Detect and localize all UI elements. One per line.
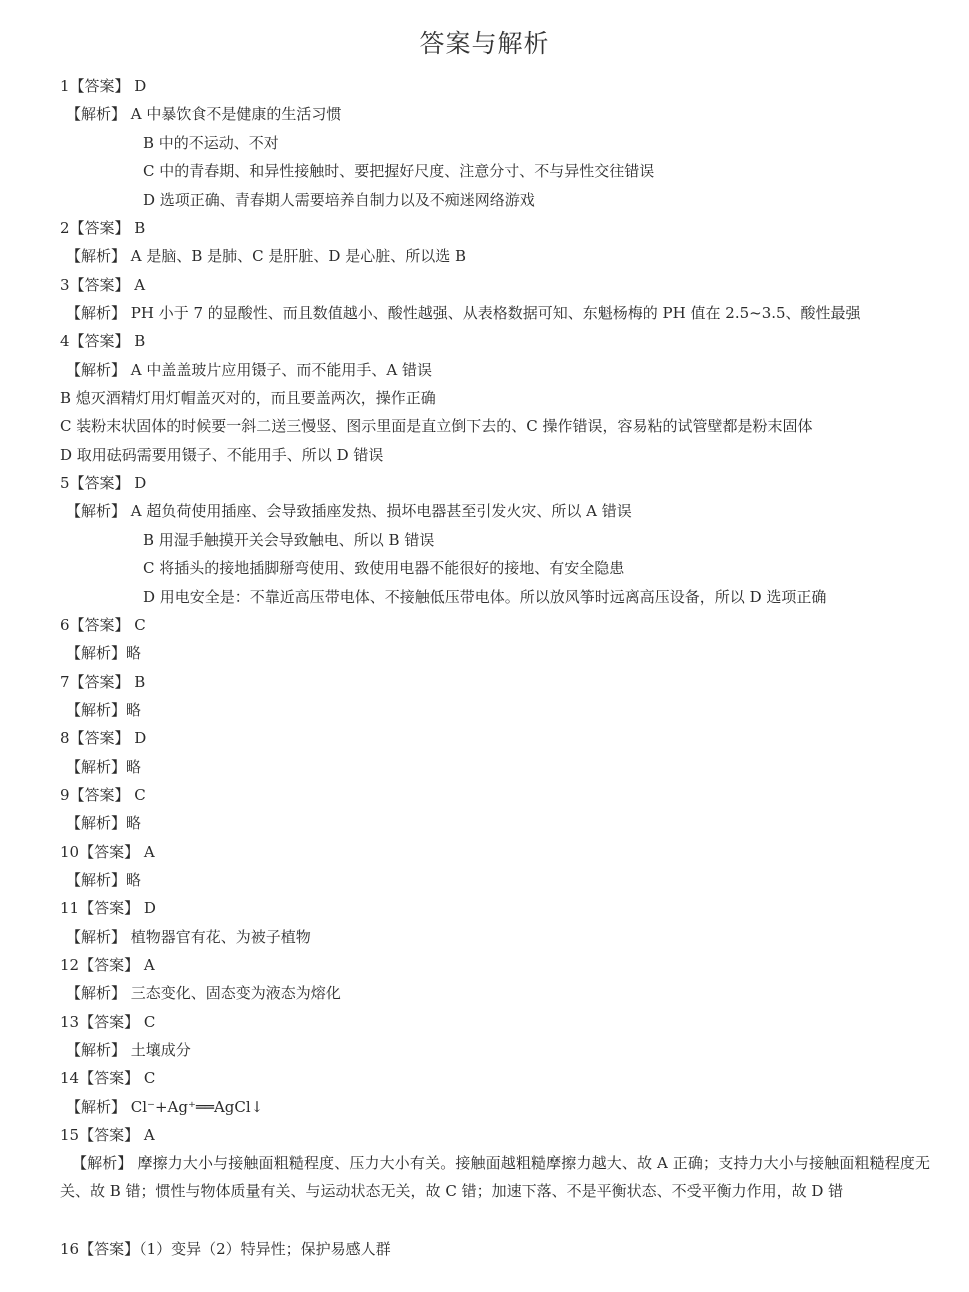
q15-answer: 15【答案】 A [60,1126,155,1144]
q15-analysis: 【解析】 摩擦力大小与接触面粗糙程度、压力大小有关。接触面越粗糙摩擦力越大、故 A 正确；支持力大小与接触面粗糙程度无关、故 B 错；惯性与物体质量有关、与运动状态无关，故 C 错；加速下落、不是平衡状态、不受平衡力作用，故 D 错 [60,1154,930,1201]
q2-analysis: 【解析】 A 是脑、B 是肺、C 是肝脏、D 是心脏、所以选 B [66,247,466,265]
q1-answer: 1【答案】 D [60,77,147,95]
q4-analysis-b: B 熄灭酒精灯用灯帽盖灭对的，而且要盖两次，操作正确 [60,389,436,407]
q7-answer: 7【答案】 B [60,673,146,691]
q4-analysis-c: C 装粉末状固体的时候要一斜二送三慢竖、图示里面是直立倒下去的、C 操作错误，容易粘的试管壁都是粉末固体 [60,417,813,435]
q12-answer: 12【答案】 A [60,956,155,974]
q10-analysis: 【解析】略 [66,871,142,889]
q14-analysis: 【解析】 Cl⁻+Ag⁺══AgCl↓ [66,1098,264,1116]
q6-answer: 6【答案】 C [60,616,146,634]
q13-answer: 13【答案】 C [60,1013,156,1031]
q5-analysis: 【解析】 A 超负荷使用插座、会导致插座发热、损坏电器甚至引发火灾、所以 A 错误 [66,502,632,520]
page-title: 答案与解析 [419,29,550,58]
q8-analysis: 【解析】略 [66,758,142,776]
q9-answer: 9【答案】 C [60,786,146,804]
q1-analysis-b: B 中的不运动、不对 [143,134,279,152]
q5-answer: 5【答案】 D [60,474,147,492]
q1-analysis: 【解析】 A 中暴饮食不是健康的生活习惯 [66,105,342,123]
q5-analysis-c: C 将插头的接地插脚掰弯使用、致使用电器不能很好的接地、有安全隐患 [143,559,625,577]
q4-analysis-d: D 取用砝码需要用镊子、不能用手、所以 D 错误 [60,446,384,464]
q7-analysis: 【解析】略 [66,701,142,719]
q13-analysis: 【解析】 土壤成分 [66,1041,191,1059]
q4-answer: 4【答案】 B [60,332,146,350]
q1-analysis-c: C 中的青春期、和异性接触时、要把握好尺度、注意分寸、不与异性交往错误 [143,162,655,180]
q1-analysis-d: D 选项正确、青春期人需要培养自制力以及不痴迷网络游戏 [143,191,535,209]
q3-analysis: 【解析】 PH 小于 7 的显酸性、而且数值越小、酸性越强、从表格数据可知、东魁杨梅的 PH 值在 2.5~3.5、酸性最强 [66,304,861,322]
q4-analysis: 【解析】 A 中盖盖玻片应用镊子、而不能用手、A 错误 [66,361,432,379]
q16-answer: 16【答案】（1）变异（2）特异性；保护易感人群 [60,1240,391,1258]
q5-analysis-d: D 用电安全是：不靠近高压带电体、不接触低压带电体。所以放风筝时远离高压设备，所以 D 选项正确 [143,588,827,606]
q11-analysis: 【解析】 植物器官有花、为被子植物 [66,928,311,946]
q11-answer: 11【答案】 D [60,899,156,917]
q2-answer: 2【答案】 B [60,219,146,237]
q12-analysis: 【解析】 三态变化、固态变为液态为熔化 [66,984,341,1002]
q8-answer: 8【答案】 D [60,729,147,747]
q5-analysis-b: B 用湿手触摸开关会导致触电、所以 B 错误 [143,531,435,549]
q10-answer: 10【答案】 A [60,843,155,861]
q9-analysis: 【解析】略 [66,814,142,832]
q14-answer: 14【答案】 C [60,1069,156,1087]
q3-answer: 3【答案】 A [60,276,146,294]
q6-analysis: 【解析】略 [66,644,142,662]
